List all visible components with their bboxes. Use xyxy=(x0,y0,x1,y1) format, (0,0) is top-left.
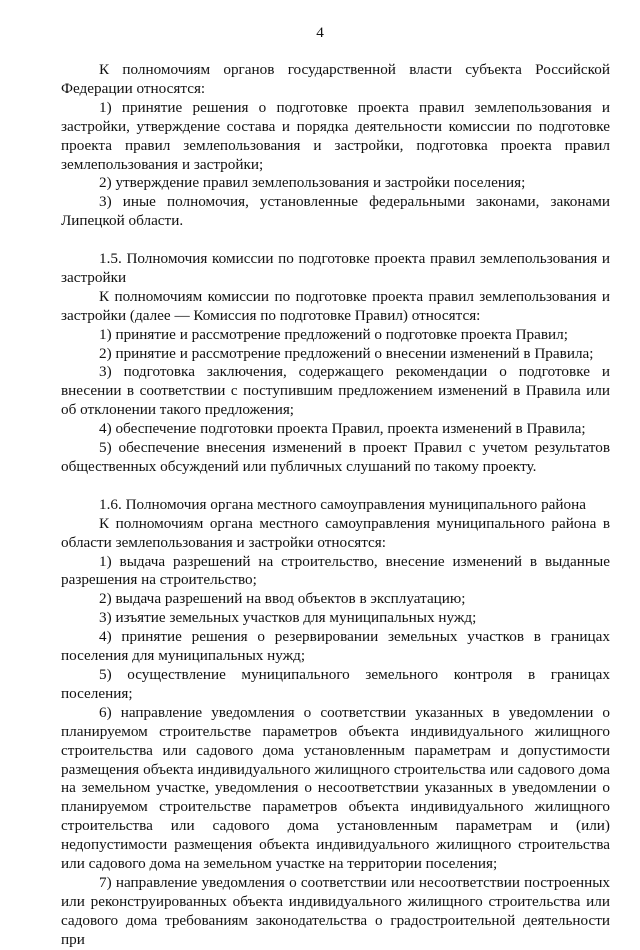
document-body xyxy=(61,61,610,950)
commission-powers-item: 5) обеспечение внесения изменений в проект Правил с учетом результатов общественных обсуждений или публичных слушаний по такому проекту. xyxy=(61,439,610,476)
local-powers-item: 6) направление уведомления о соответствии указанных в уведомлении о планируемом строительстве параметров объекта индивидуального жилищного строительства или садового дома установленным параметрам и допустимости размещения объекта индивидуального жилищного строительства или садового дома на земельном участке, уведомления о несоответствии указанных в уведомлении о планируемом строительстве параметров объекта индивидуального жилищного строительства или садового дома установленным параметрам и (или) недопустимости размещения объекта индивидуального жилищного строительства или садового дома на земельном участке на территории поселения; xyxy=(61,703,610,873)
local-powers-intro: К полномочиям органа местного самоуправления муниципального района в области землепользования и застройки относятся: xyxy=(61,514,610,551)
local-powers-item: 7) направление уведомления о соответствии или несоответствии построенных или реконструированных объекта индивидуального жилищного строительства или садового дома требованиям законодательства о градостроительной деятельности при xyxy=(61,873,610,948)
paragraph-gap xyxy=(61,231,610,250)
state-powers-item: 2) утверждение правил землепользования и застройки поселения; xyxy=(99,174,526,192)
section-heading-local: 1.6. Полномочия органа местного самоуправления муниципального района xyxy=(99,495,586,513)
page-number: 4 xyxy=(316,24,324,41)
state-powers-item: 3) иные полномочия, установленные федеральными законами, законами Липецкой области. xyxy=(61,193,610,230)
commission-powers-item: 4) обеспечение подготовки проекта Правил, проекта изменений в Правила; xyxy=(99,420,586,438)
commission-powers-item: 1) принятие и рассмотрение предложений о подготовке проекта Правил; xyxy=(99,325,568,343)
state-powers-item: 1) принятие решения о подготовке проекта правил землепользования и застройки, утверждение состава и порядка деятельности комиссии по подготовке проекта правил землепользования и застройки, подготовка проекта правил землепользования и застройки; xyxy=(61,98,610,173)
local-powers-item: 4) принятие решения о резервировании земельных участков в границах поселения для муниципальных нужд; xyxy=(61,628,610,665)
local-powers-item: 5) осуществление муниципального земельного контроля в границах поселения; xyxy=(61,665,610,702)
commission-powers-intro: К полномочиям комиссии по подготовке проекта правил землепользования и застройки (далее — Комиссия по подготовке Правил) относятся: xyxy=(61,287,610,324)
section-heading-commission: 1.5. Полномочия комиссии по подготовке проекта правил землепользования и застройки xyxy=(61,250,610,286)
local-powers-item: 2) выдача разрешений на ввод объектов в эксплуатацию; xyxy=(99,590,466,608)
local-powers-item: 1) выдача разрешений на строительство, внесение изменений в выданные разрешения на строительство; xyxy=(61,552,610,589)
local-powers-item: 3) изъятие земельных участков для муниципальных нужд; xyxy=(99,609,477,627)
commission-powers-item: 3) подготовка заключения, содержащего рекомендации о подготовке и внесении в соответствии с поступившим предложением изменений в Правила или об отклонении такого предложения; xyxy=(61,363,610,419)
state-powers-intro: К полномочиям органов государственной власти субъекта Российской Федерации относятся: xyxy=(61,61,610,97)
paragraph-gap xyxy=(61,477,610,496)
commission-powers-item: 2) принятие и рассмотрение предложений о внесении изменений в Правила; xyxy=(99,344,594,362)
